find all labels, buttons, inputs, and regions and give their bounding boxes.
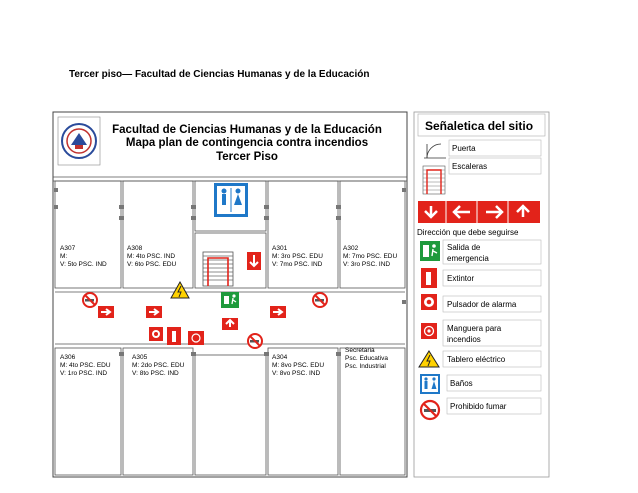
room-a307-l2: V: 5to PSC. IND <box>60 261 107 268</box>
university-logo-icon <box>62 124 96 158</box>
room-a307-name: A307 <box>60 245 76 252</box>
legend-stairs-icon <box>423 166 445 194</box>
legend-bathroom-icon <box>420 374 440 394</box>
room-a304-name: A304 <box>272 354 288 361</box>
stairs-icon <box>203 252 233 286</box>
legend-puerta-label: Puerta <box>452 144 476 153</box>
room-a306-l1: M: 4to PSC. EDU <box>60 362 111 369</box>
direction-right-arrow-icon <box>146 306 162 318</box>
extinguisher-icon <box>167 327 181 345</box>
fire-hose-icon <box>188 331 204 345</box>
room-a302-name: A302 <box>343 245 359 252</box>
legend-banos-label: Baños <box>450 379 473 388</box>
plan-title-line1: Facultad de Ciencias Humanas y de la Educación <box>112 124 382 136</box>
secretaria-l3: Psc. Industrial <box>345 363 386 370</box>
room-a305-name: A305 <box>132 354 148 361</box>
room-a301-l2: V: 7mo PSC. IND <box>272 261 323 268</box>
room-a308-l2: V: 6to PSC. EDU <box>127 261 177 268</box>
legend-escaleras-label: Escaleras <box>452 162 488 171</box>
legend-extintor-label: Extintor <box>447 274 475 283</box>
legend-hose-icon <box>421 323 437 339</box>
room-a305-l1: M: 2do PSC. EDU <box>132 362 185 369</box>
direction-right-arrow-icon <box>270 306 286 318</box>
legend-tablero-label: Tablero eléctrico <box>447 355 506 364</box>
page-caption: Tercer piso— Facultad de Ciencias Humanas y de la Educación <box>69 69 370 80</box>
legend-direction-arrows-icon <box>418 201 540 223</box>
direction-down-arrow-icon <box>247 252 261 270</box>
room-a306-l2: V: 1ro PSC. IND <box>60 370 108 377</box>
legend-prohibido-label: Prohibido fumar <box>450 402 507 411</box>
legend-manguera-label-2: incendios <box>447 335 481 344</box>
legend-manguera-label-1: Manguera para <box>447 324 502 333</box>
room-a307-l1: M: <box>60 253 68 260</box>
room-a302-l2: V: 3ro PSC. IND <box>343 261 391 268</box>
secretaria-l1: Secretaria <box>345 347 375 354</box>
room-a304-l2: V: 8vo PSC. IND <box>272 370 321 377</box>
secretaria-l2: Psc. Educativa <box>345 355 388 362</box>
legend-salida-label-2: emergencia <box>447 254 489 263</box>
room-a308-l1: M: 4to PSC. IND <box>127 253 176 260</box>
alarm-button-icon <box>149 327 163 341</box>
no-smoking-icon <box>248 334 262 348</box>
room-a306-name: A306 <box>60 354 76 361</box>
room-a302-l1: M: 7mo PSC. EDU <box>343 253 398 260</box>
emergency-exit-icon <box>221 292 239 308</box>
room-a305-l2: V: 8to PSC. IND <box>132 370 179 377</box>
room-a304-l1: M: 8vo PSC. EDU <box>272 362 325 369</box>
direction-right-arrow-icon <box>98 306 114 318</box>
legend-alarm-icon <box>421 294 437 310</box>
bathroom-sign-icon <box>214 183 248 217</box>
legend-pulsador-label: Pulsador de alarma <box>447 300 517 309</box>
room-a301-name: A301 <box>272 245 288 252</box>
legend-salida-label-1: Salida de <box>447 243 481 252</box>
room-a301-l1: M: 3ro PSC. EDU <box>272 253 323 260</box>
direction-up-arrow-icon <box>222 318 238 330</box>
no-smoking-icon <box>313 293 327 307</box>
legend-direccion-label: Dirección que debe seguirse <box>417 228 519 237</box>
legend-exit-icon <box>420 241 440 261</box>
legend-no-smoking-icon <box>421 401 439 419</box>
plan-title-line3: Tercer Piso <box>216 151 278 163</box>
legend-title: Señaletica del sitio <box>425 119 534 133</box>
room-a308-name: A308 <box>127 245 143 252</box>
legend-extinguisher-icon <box>421 268 437 288</box>
plan-title-line2: Mapa plan de contingencia contra incendios <box>125 137 369 149</box>
no-smoking-icon <box>83 293 97 307</box>
